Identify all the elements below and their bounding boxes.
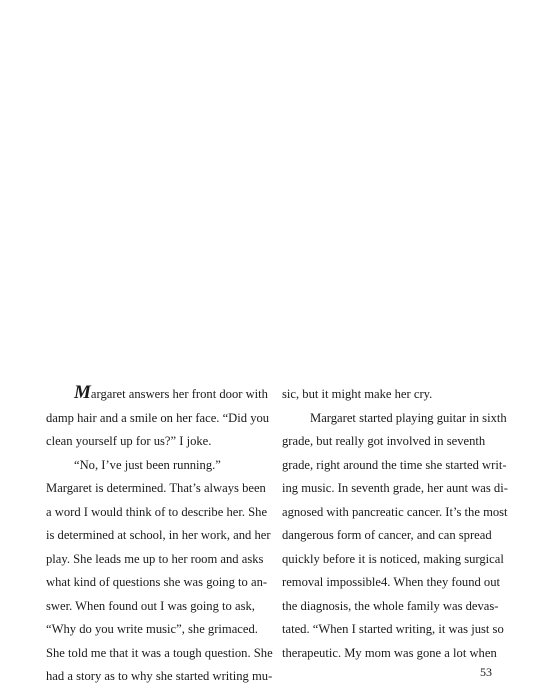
- text-line: agnosed with pancreatic cancer. It’s the most: [282, 504, 508, 519]
- text-line: is determined at school, in her work, and her: [46, 528, 271, 542]
- text-line: play. She leads me up to her room and asks: [46, 551, 264, 566]
- text-line: tated. “When I started writing, it was just so: [282, 622, 504, 636]
- text-line: argaret answers her front door with: [90, 387, 268, 401]
- text-line: swer. When found out I was going to ask,: [46, 598, 255, 613]
- text-line: what kind of questions she was going to an-: [46, 575, 268, 589]
- text-line: a word I would think of to describe her. She: [46, 504, 268, 519]
- text-line: dangerous form of cancer, and can spread: [282, 528, 492, 542]
- text-line: grade, right around the time she started writ-: [282, 457, 507, 472]
- left-column: [46, 382, 273, 689]
- text-line: therapeutic. My mom was gone a lot when: [282, 645, 497, 660]
- opening-line: [46, 383, 266, 407]
- text-line: had a story as to why she started writing mu-: [46, 669, 273, 683]
- text-line: “No, I’ve just been running.”: [74, 457, 221, 472]
- drop-cap: M: [74, 382, 91, 403]
- text-line: “Why do you write music”, she grimaced.: [46, 622, 258, 636]
- text-line: She told me that it was a tough question. She: [46, 645, 273, 660]
- text-line: the diagnosis, the whole family was devas-: [282, 598, 499, 613]
- page-number: 53: [480, 665, 492, 679]
- text-line: grade, but really got involved in seventh: [282, 434, 486, 448]
- text-line: quickly before it is noticed, making surgical: [282, 551, 504, 566]
- text-line: sic, but it might make her cry.: [282, 387, 433, 401]
- text-line: clean yourself up for us?” I joke.: [46, 434, 212, 448]
- text-line: Margaret is determined. That’s always been: [46, 481, 266, 495]
- text-line: removal impossible4. When they found out: [282, 575, 501, 589]
- text-line: damp hair and a smile on her face. “Did you: [46, 410, 270, 425]
- right-column: [282, 383, 508, 665]
- text-line: ing music. In seventh grade, her aunt was di-: [282, 481, 508, 495]
- text-line: Margaret started playing guitar in sixth: [310, 410, 507, 425]
